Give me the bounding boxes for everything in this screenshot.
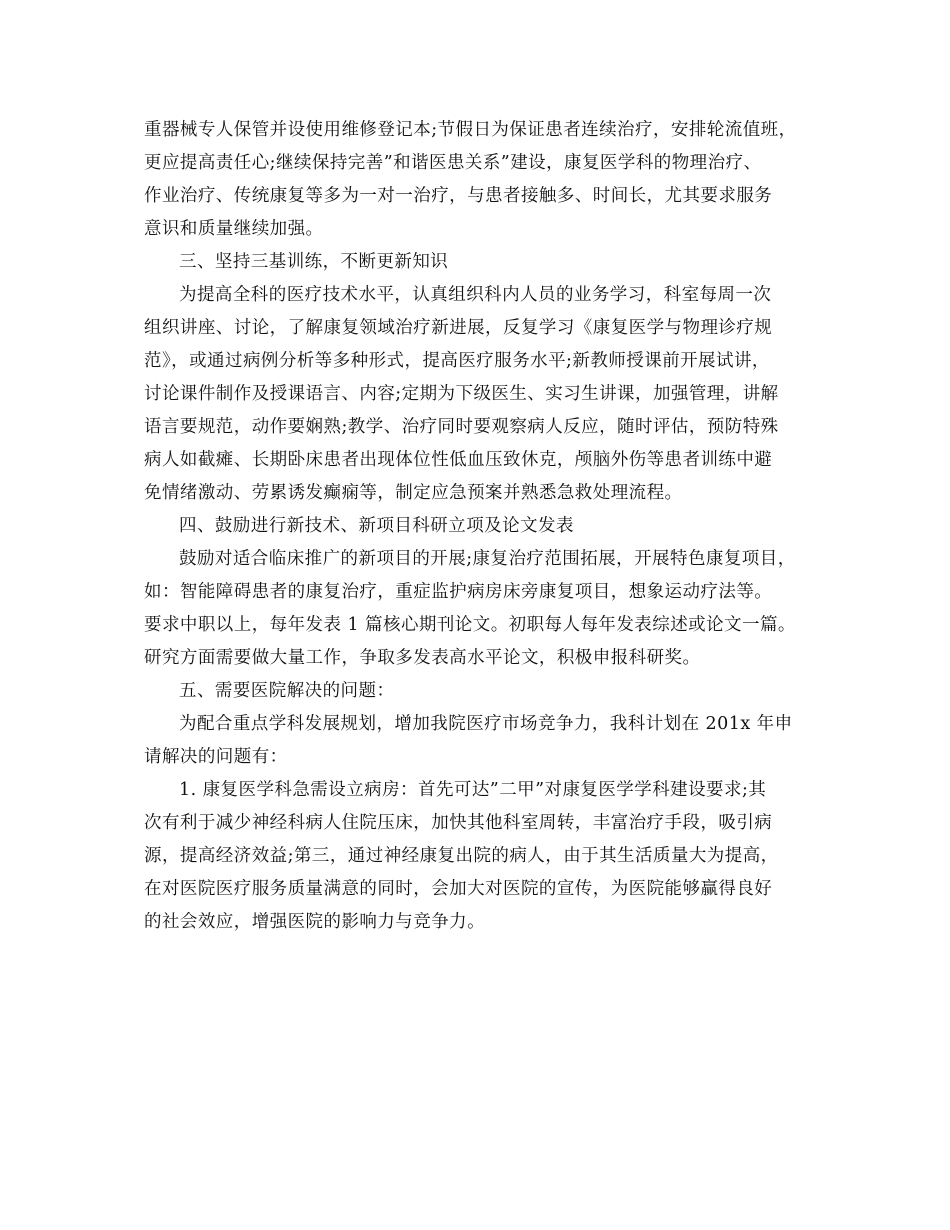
text-line: 更应提高责任心;继续保持完善”和谐医患关系”建设，康复医学科的物理治疗、 (144, 153, 762, 173)
text-line: 在对医院医疗服务质量满意的同时，会加大对医院的宣传，为医院能够赢得良好 (144, 879, 773, 899)
text-line: 的社会效应，增强医院的影响力与竞争力。 (144, 912, 486, 932)
text-line: 讨论课件制作及授课语言、内容;定期为下级医生、实习生讲课，加强管理，讲解 (144, 384, 779, 404)
text-line: 1. 康复医学科急需设立病房：首先可达”二甲”对康复医学学科建设要求;其 (179, 780, 767, 800)
text-line: 请解决的问题有： (144, 747, 288, 767)
text-line: 病人如截瘫、长期卧床患者出现体位性低血压致休克，颅脑外伤等患者训练中避 (144, 450, 773, 470)
text-line: 五、需要医院解决的问题： (179, 681, 395, 701)
text-line: 要求中职以上，每年发表 1 篇核心期刊论文。初职每人每年发表综述或论文一篇。 (144, 615, 796, 635)
text-line: 为提高全科的医疗技术水平，认真组织科内人员的业务学习，科室每周一次 (179, 285, 772, 305)
text-line: 范》，或通过病例分析等多种形式，提高医疗服务水平;新教师授课前开展试讲， (144, 351, 770, 371)
text-line: 作业治疗、传统康复等多为一对一治疗，与患者接触多、时间长，尤其要求服务 (144, 186, 773, 206)
text-line: 语言要规范，动作要娴熟;教学、治疗同时要观察病人反应，随时评估，预防特殊 (144, 417, 779, 437)
text-line: 四、鼓励进行新技术、新项目科研立项及论文发表 (179, 516, 574, 536)
document-body (144, 114, 820, 939)
text-line: 意识和质量继续加强。 (144, 219, 324, 239)
text-line: 次有利于减少神经科病人住院压床，加快其他科室周转，丰富治疗手段，吸引病 (144, 813, 773, 833)
text-line: 源，提高经济效益;第三，通过神经康复出院的病人，由于其生活质量大为提高， (144, 846, 779, 866)
text-line: 鼓励对适合临床推广的新项目的开展;康复治疗范围拓展，开展特色康复项目， (179, 549, 796, 569)
text-line: 为配合重点学科发展规划，增加我院医疗市场竞争力，我科计划在 201x 年申 (179, 714, 793, 734)
text-line: 如：智能障碍患者的康复治疗，重症监护病房床旁康复项目，想象运动疗法等。 (144, 582, 773, 602)
text-line: 免情绪激动、劳累诱发癫痫等，制定应急预案并熟悉急救处理流程。 (144, 483, 683, 503)
text-line: 重器械专人保管并设使用维修登记本;节假日为保证患者连续治疗，安排轮流值班， (144, 120, 797, 140)
text-line: 组织讲座、讨论，了解康复领域治疗新进展，反复学习《康复医学与物理诊疗规 (144, 318, 773, 338)
text-line: 三、坚持三基训练，不断更新知识 (179, 252, 449, 272)
text-line: 研究方面需要做大量工作，争取多发表高水平论文，积极申报科研奖。 (144, 648, 701, 668)
